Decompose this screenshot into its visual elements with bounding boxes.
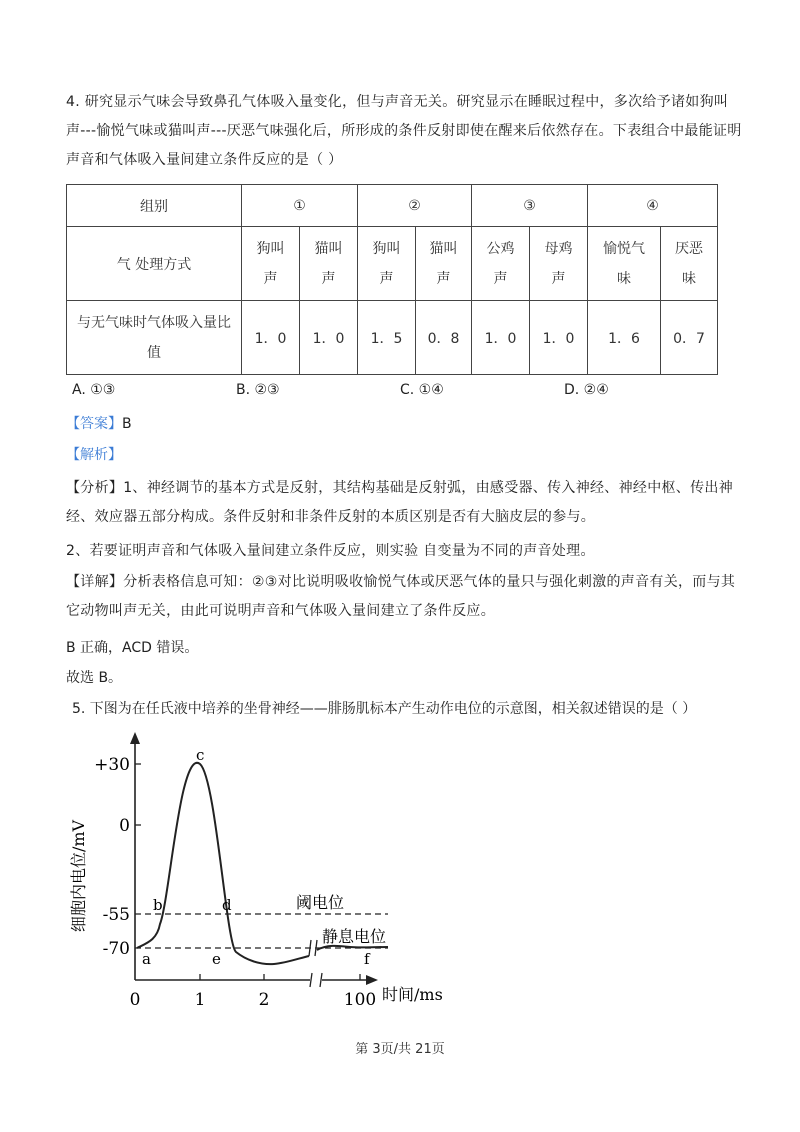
ratio-cell: 1．5	[358, 301, 416, 375]
x-axis-title: 时间/ms	[382, 985, 443, 1004]
potential-curve	[137, 763, 309, 964]
axis-break-mark	[320, 973, 322, 987]
y-tick-label: -55	[102, 905, 130, 925]
detail-text: 分析表格信息可知：②③对比说明吸收愉悦气体或厌恶气体的量只与强化刺激的声音有关，而与其它动物叫声无关，由此可说明声音和气体吸入量间建立了条件反应。	[66, 574, 736, 619]
analysis-tag: 【解析】	[66, 447, 122, 463]
ratio-cell: 1．0	[530, 301, 588, 375]
treatment-label: 气 处理方式	[67, 227, 242, 301]
x-tick-label: 2	[258, 990, 270, 1010]
page-footer: 第 3页/共 21页	[355, 1042, 445, 1057]
resting-label: 静息电位	[322, 927, 387, 946]
x-tick-label: 1	[194, 990, 206, 1010]
choose-answer: 故选 B。	[66, 670, 123, 686]
treatment-cell: 厌恶味	[675, 240, 703, 287]
y-axis-title: 细胞内电位/mV	[69, 819, 88, 933]
treatment-cell: 母鸡声	[544, 240, 573, 287]
option-d: D. ②④	[564, 382, 609, 398]
answer-tag: 【答案】	[66, 416, 122, 432]
answer-value: B	[122, 416, 132, 432]
data-table	[66, 184, 718, 375]
table-header-label: 组别	[67, 185, 242, 227]
answer-line	[66, 414, 132, 434]
point-label-e: e	[212, 950, 221, 968]
y-tick-label: 0	[119, 816, 130, 836]
analysis-head: 【分析】	[66, 480, 124, 496]
group-header: ④	[588, 185, 718, 227]
conclusion: B 正确，ACD 错误。	[66, 640, 199, 656]
analysis-point-2: 2、若要证明声音和气体吸入量间建立条件反应，则实验 自变量为不同的声音处理。	[66, 543, 595, 559]
point-label-d: d	[222, 896, 232, 914]
ratio-cell: 1．6	[588, 301, 661, 375]
ratio-cell: 1．0	[472, 301, 530, 375]
analysis-point-1	[66, 474, 746, 532]
y-tick-label: +30	[94, 755, 130, 775]
question-4-stem: 4. 研究显示气味会导致鼻孔气体吸入量变化，但与声音无关。研究显示在睡眠过程中，多次给予诸如狗叫声---愉悦气味或猫叫声---厌恶气味强化后，所形成的条件反射即使在醒来后依然存在。下表组合中最能证明声音和气体吸入量间建立条件反应的是（ ）	[66, 94, 742, 168]
treatment-cell: 狗叫声	[256, 240, 285, 287]
action-potential-chart	[60, 728, 480, 1018]
threshold-label: 阈电位	[296, 893, 345, 912]
group-header: ②	[358, 185, 472, 227]
detail-paragraph	[66, 568, 746, 626]
x-axis-arrow	[366, 975, 378, 985]
option-b: B. ②③	[236, 382, 280, 398]
point-label-a: a	[142, 950, 151, 968]
treatment-cell: 猫叫声	[314, 240, 343, 287]
treatment-cell: 公鸡声	[486, 240, 515, 287]
treatment-cell: 狗叫声	[372, 240, 401, 287]
option-c: C. ①④	[400, 382, 444, 398]
ratio-cell: 1．0	[300, 301, 358, 375]
ratio-cell: 0．8	[416, 301, 472, 375]
point-label-f: f	[364, 950, 370, 968]
detail-head: 【详解】	[66, 574, 124, 590]
y-axis-arrow	[130, 732, 140, 744]
point-label-b: b	[153, 896, 163, 914]
x-tick-label: 100	[343, 990, 377, 1010]
treatment-cell: 猫叫声	[429, 240, 458, 287]
analysis-text-1: 1、神经调节的基本方式是反射，其结构基础是反射弧，由感受器、传入神经、神经中枢、传出神经、效应器五部分构成。条件反射和非条件反射的本质区别是否有大脑皮层的参与。	[66, 480, 734, 525]
y-tick-label: -70	[102, 939, 130, 959]
ratio-cell: 0．7	[661, 301, 718, 375]
axis-break-mark	[310, 973, 312, 987]
option-a: A. ①③	[72, 382, 116, 398]
ratio-cell: 1．0	[242, 301, 300, 375]
group-header: ①	[242, 185, 358, 227]
x-tick-label: 0	[129, 990, 141, 1010]
group-header: ③	[472, 185, 588, 227]
question-5-stem: 5. 下图为在任氏液中培养的坐骨神经——腓肠肌标本产生动作电位的示意图，相关叙述错误的是（ ）	[72, 701, 697, 717]
treatment-cell: 愉悦气味	[603, 240, 645, 287]
ratio-label: 与无气味时气体吸入量比值	[77, 314, 231, 361]
point-label-c: c	[196, 746, 205, 764]
